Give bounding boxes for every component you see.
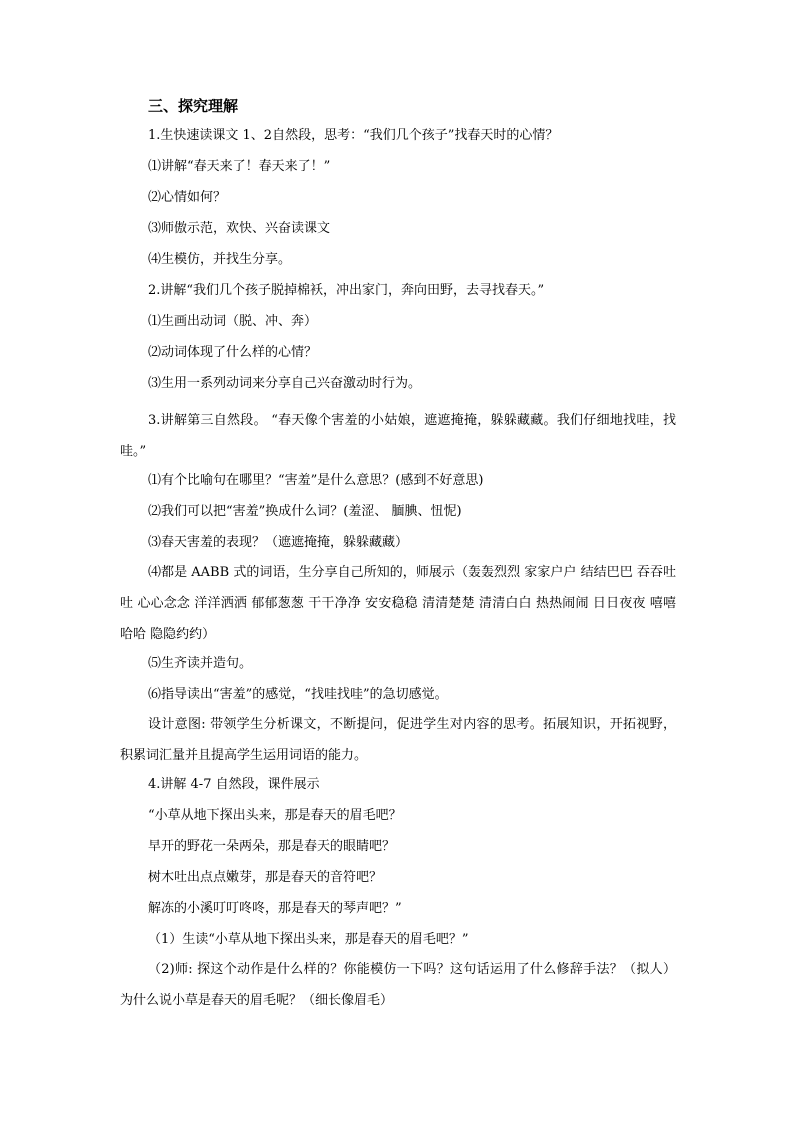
- text-line: ⑶生用一系列动词来分享自己兴奋激动时行为。: [148, 376, 422, 391]
- design-intent: 设计意图: 带领学生分析课文，不断提问，促进学生对内容的思考。拓展知识，开拓视野，积累词汇量并且提高学生运用词语的能力。: [120, 717, 676, 763]
- text-line: （1）生读“小草从地下探出头来，那是春天的眉毛吧？”: [148, 932, 469, 947]
- text-line: 树木吐出点点嫩芽，那是春天的音符吧？: [148, 870, 383, 885]
- paragraph-3: 3.讲解第三自然段。 “春天像个害羞的小姑娘，遮遮掩掩，躲躲藏藏。我们仔细地找哇，找哇。”: [120, 413, 676, 459]
- text-line: ⑴生画出动词（脱、冲、奔）: [148, 314, 318, 329]
- text-line: ⑴有个比喻句在哪里？“害羞”是什么意思？(感到不好意思): [148, 473, 484, 488]
- text-line: 早开的野花一朵两朵，那是春天的眼睛吧？: [148, 839, 396, 854]
- text-line: ⑵心情如何？: [148, 190, 227, 205]
- text-line: 4.讲解 4-7 自然段，课件展示: [148, 777, 320, 792]
- text-line: “小草从地下探出头来，那是春天的眉毛吧？: [148, 808, 402, 823]
- text-line: 2.讲解“我们几个孩子脱掉棉袄，冲出家门，奔向田野，去寻找春天。”: [148, 283, 545, 298]
- text-line: ⑵我们可以把“害羞”换成什么词？(羞涩、 腼腆、忸怩): [148, 504, 462, 519]
- text-line: ⑵动词体现了什么样的心情？: [148, 345, 318, 360]
- text-line: 1.生快速读课文 1、2自然段，思考：“我们几个孩子”找春天时的心情？: [148, 128, 559, 143]
- text-line: ⑴讲解“春天来了！春天来了！”: [148, 159, 331, 174]
- text-line: ⑹指导读出“害羞”的感觉，“找哇找哇”的急切感觉。: [148, 687, 448, 702]
- section-title: 三、探究理解: [148, 97, 239, 115]
- paragraph-aabb: ⑷都是 AABB 式的词语，生分享自己所知的，师展示（轰轰烈烈 家家户户 结结巴巴 吞吞吐吐 心心念念 洋洋洒洒 郁郁葱葱 干干净净 安安稳稳 清清楚楚 清清白白 热热闹闹 日日夜夜 嘻嘻哈哈 隐隐约约）: [120, 565, 676, 642]
- paragraph-last: （2)师: 探这个动作是什么样的？你能模仿一下吗？这句话运用了什么修辞手法？（拟人）为什么说小草是春天的眉毛呢？（细长像眉毛）: [120, 962, 676, 1008]
- text-line: 解冻的小溪叮叮咚咚，那是春天的琴声吧？”: [148, 901, 402, 916]
- text-line: ⑷生模仿，并找生分享。: [148, 252, 292, 267]
- text-line: ⑶春天害羞的表现？（遮遮掩掩，躲躲藏藏）: [148, 535, 409, 550]
- document-body: [120, 96, 676, 1016]
- text-line: ⑶师傲示范，欢快、兴奋读课文: [148, 221, 331, 236]
- text-line: ⑸生齐读并造句。: [148, 656, 253, 671]
